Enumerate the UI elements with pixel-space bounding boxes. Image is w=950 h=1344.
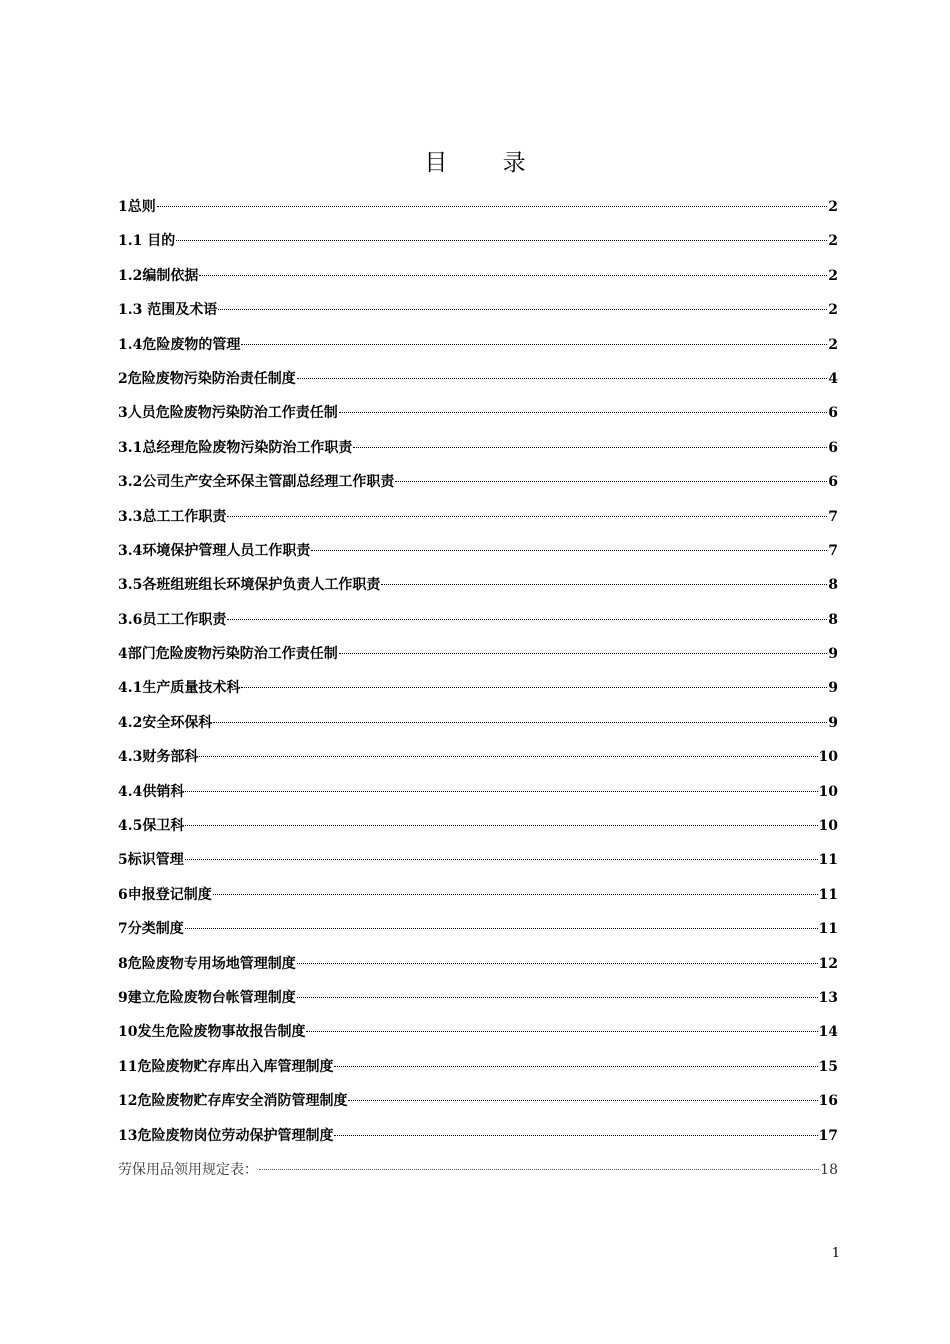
toc-entry-label: 5标识管理 [118,852,184,869]
toc-dot-leader [297,963,818,964]
toc-dot-leader [339,653,828,654]
toc-entry-label: 1.1 目的 [118,233,176,250]
toc-dot-leader [185,859,818,860]
toc-dot-leader [218,309,827,310]
toc-dot-leader [334,1066,817,1067]
toc-entry[interactable] [118,843,838,877]
toc-entry-page: 10 [818,783,838,800]
toc-entry[interactable] [118,224,838,258]
toc-dot-leader [176,240,827,241]
toc-dot-leader [297,378,828,379]
toc-entry[interactable] [118,362,838,396]
toc-entry[interactable] [118,465,838,499]
toc-entry-label: 3.2公司生产安全环保主管副总经理工作职责 [118,474,395,491]
toc-entry-page: 2 [828,199,838,215]
toc-entry-label: 6申报登记制度 [118,886,212,903]
toc-dot-leader [157,206,828,207]
toc-entry-page: 2 [828,267,838,284]
toc-dot-leader [259,1169,819,1170]
toc-dot-leader [311,550,827,551]
toc-dot-leader [227,516,827,517]
toc-entry-label: 9建立危险废物台帐管理制度 [118,989,296,1006]
toc-entry-label: 3人员危险废物污染防治工作责任制 [118,405,338,422]
toc-entry[interactable] [118,775,838,809]
toc-entry-label: 1.2编制依据 [118,267,199,284]
toc-entry-label: 10发生危险废物事故报告制度 [118,1024,306,1041]
toc-entry-page: 10 [818,749,838,766]
toc-entry-page: 9 [828,714,838,731]
toc-entry-label: 1.3 范围及术语 [118,302,218,319]
toc-entry[interactable] [118,1015,838,1049]
toc-entry-label: 4.4供销科 [118,783,185,800]
toc-dot-leader [381,584,827,585]
toc-dot-leader [353,447,827,448]
toc-dot-leader [199,275,827,276]
toc-entry-label: 7分类制度 [118,921,184,938]
page-number: 1 [831,1246,840,1261]
toc-entry[interactable] [118,947,838,981]
toc-entry-label: 4.2安全环保科 [118,714,213,731]
toc-dot-leader [213,722,827,723]
toc-entry-page: 7 [828,508,838,525]
toc-entry[interactable] [118,500,838,534]
toc-entry[interactable] [118,809,838,843]
toc-entry-label: 4.3财务部科 [118,749,199,766]
toc-entry-page: 17 [818,1127,838,1144]
toc-entry-label: 3.6员工工作职责 [118,611,227,628]
table-of-contents [118,190,838,1187]
toc-entry-label: 劳保用品领用规定表： [118,1161,258,1178]
toc-entry-page: 2 [828,233,838,250]
toc-entry-label: 3.5各班组班组长环境保护负责人工作职责 [118,577,381,594]
toc-entry[interactable] [118,671,838,705]
toc-entry-page: 13 [818,989,838,1006]
toc-entry[interactable] [118,396,838,430]
toc-entry-page: 15 [818,1058,838,1075]
toc-dot-leader [297,997,818,998]
toc-dot-leader [185,791,817,792]
toc-dot-leader [241,344,827,345]
toc-entry-page: 2 [828,302,838,319]
toc-entry[interactable] [118,190,838,224]
toc-dot-leader [395,481,827,482]
toc-entry-page: 2 [828,336,838,353]
toc-entry-page: 16 [818,1093,838,1110]
toc-entry[interactable] [118,534,838,568]
toc-entry[interactable] [118,1084,838,1118]
toc-entry-label: 3.1总经理危险废物污染防治工作职责 [118,439,353,456]
toc-entry[interactable] [118,1119,838,1153]
toc-entry-label: 4部门危险废物污染防治工作责任制 [118,646,338,663]
toc-entry-label: 1总则 [118,199,156,215]
toc-entry-label: 3.3总工工作职责 [118,508,227,525]
toc-entry-label: 2危险废物污染防治责任制度 [118,370,296,387]
toc-dot-leader [213,894,818,895]
toc-entry[interactable] [118,740,838,774]
toc-entry-page: 8 [828,577,838,594]
toc-entry[interactable] [118,259,838,293]
toc-dot-leader [185,928,818,929]
toc-dot-leader [306,1031,817,1032]
toc-entry-page: 18 [820,1161,838,1178]
toc-entry-label: 4.5保卫科 [118,818,185,835]
toc-entry-label: 12危险废物贮存库安全消防管理制度 [118,1093,348,1110]
toc-entry[interactable] [118,431,838,465]
toc-entry-page: 11 [818,886,838,903]
toc-dot-leader [334,1135,817,1136]
toc-entry-page: 9 [828,680,838,697]
toc-entry-page: 9 [828,646,838,663]
toc-entry-page: 14 [818,1024,838,1041]
toc-entry-label: 3.4环境保护管理人员工作职责 [118,542,311,559]
toc-entry-label: 11危险废物贮存库出入库管理制度 [118,1058,334,1075]
toc-entry-page: 12 [818,955,838,972]
toc-entry-label: 8危险废物专用场地管理制度 [118,955,296,972]
toc-entry-page: 11 [818,921,838,938]
toc-entry[interactable] [118,637,838,671]
toc-dot-leader [185,825,817,826]
toc-entry[interactable] [118,1153,838,1187]
page-title: 目 录 [424,150,550,176]
toc-dot-leader [339,412,828,413]
toc-entry-page: 7 [828,542,838,559]
toc-dot-leader [227,619,827,620]
toc-dot-leader [241,687,827,688]
toc-entry-page: 6 [828,474,838,491]
toc-entry-label: 13危险废物岗位劳动保护管理制度 [118,1127,334,1144]
toc-entry-page: 6 [828,405,838,422]
toc-entry[interactable] [118,328,838,362]
toc-entry[interactable] [118,981,838,1015]
toc-entry[interactable] [118,1050,838,1084]
toc-entry-page: 11 [818,852,838,869]
toc-entry[interactable] [118,603,838,637]
toc-dot-leader [348,1100,817,1101]
toc-entry[interactable] [118,293,838,327]
toc-entry-page: 4 [828,370,838,387]
toc-entry-page: 10 [818,818,838,835]
toc-entry-label: 4.1生产质量技术科 [118,680,241,697]
toc-entry-label: 1.4危险废物的管理 [118,336,241,353]
toc-entry[interactable] [118,912,838,946]
toc-dot-leader [199,756,817,757]
toc-entry[interactable] [118,878,838,912]
toc-entry-page: 8 [828,611,838,628]
toc-entry[interactable] [118,706,838,740]
toc-entry-page: 6 [828,439,838,456]
toc-entry[interactable] [118,568,838,602]
